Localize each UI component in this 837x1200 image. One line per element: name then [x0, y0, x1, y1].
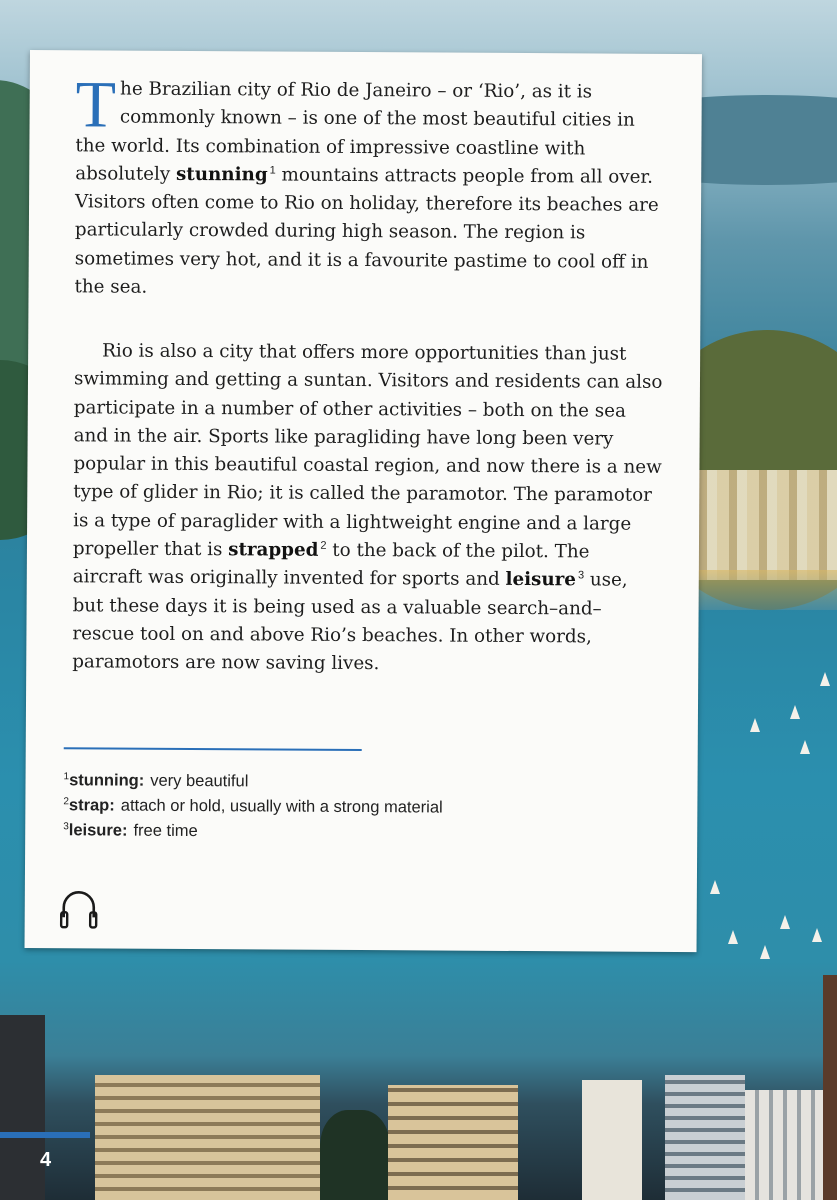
text-run: use, but these days it is being used as a valuable search–and–rescue tool on and above Rio’s beaches. In other words, paramotors are now saving lives. [72, 569, 628, 675]
glossary-item [63, 793, 442, 820]
glossary-term: stunning: [69, 771, 145, 790]
building [823, 975, 837, 1200]
footnote-ref: 3 [577, 569, 585, 582]
sailboat [780, 915, 790, 929]
drop-cap: T [75, 68, 117, 142]
article-paragraph-1 [74, 68, 665, 305]
footnote-divider [64, 747, 362, 751]
page-number: 4 [40, 1149, 52, 1171]
glossary-item [63, 818, 442, 845]
glossary-number: 3 [63, 821, 69, 833]
glossary-word: strapped [228, 539, 319, 561]
footnote-ref: 2 [320, 539, 327, 552]
sea-reflection [697, 570, 837, 610]
glossary [63, 768, 443, 845]
headphones-icon[interactable] [59, 885, 99, 931]
building [582, 1080, 642, 1200]
building [95, 1075, 320, 1200]
glossary-term: leisure: [68, 821, 128, 840]
sailboat [760, 945, 770, 959]
text-run: he Brazilian city of Rio de Janeiro – or ‘Rio’, as it is commonly known – is one of the most beautiful cities in the world. Its combination of impressive coastline with absolutely [75, 78, 635, 185]
article-paragraph-2 [72, 337, 664, 680]
text-run: Rio is also a city that offers more opportunities than just swimming and getting a suntan. Visitors and residents can also participate in a number of other activities – both on the sea and in the air. Sports like paragliding have long been very popular in this beautiful coastal region, and now there is a new type of glider in Rio; it is called the paramotor. The paramotor is a type of paraglider with a lightweight engine and a large propeller that is [72, 340, 663, 561]
glossary-word: leisure [505, 569, 576, 591]
building [0, 1015, 45, 1200]
sailboat [800, 740, 810, 754]
sailboat [820, 672, 830, 686]
sailboat [812, 928, 822, 942]
glossary-word: stunning [175, 163, 268, 186]
article-card [25, 50, 702, 952]
sailboat [728, 930, 738, 944]
glossary-term: strap: [68, 796, 115, 815]
sailboat [750, 718, 760, 732]
glossary-number: 1 [63, 771, 70, 783]
sailboat [710, 880, 720, 894]
sailboat [790, 705, 800, 719]
trees [320, 1110, 390, 1200]
coastline-buildings [687, 470, 837, 580]
text-run: mountains attracts people from all over. Visitors often come to Rio on holiday, therefore its beaches are particularly crowded during high season. The region is sometimes very hot, and it is a favourite pastime to cool off in the sea. [74, 164, 659, 298]
glossary-number: 2 [63, 796, 70, 808]
glossary-definition: attach or hold, usually with a strong material [120, 796, 443, 817]
page-number-tab [0, 1132, 90, 1138]
city-skyline [0, 1060, 837, 1200]
glossary-definition: free time [133, 821, 198, 841]
text-run: to the back of the pilot. The aircraft was originally invented for sports and [72, 539, 590, 591]
glossary-definition: very beautiful [150, 771, 249, 791]
glossary-item [63, 768, 442, 795]
building [665, 1075, 745, 1200]
footnote-ref: 1 [269, 164, 276, 177]
building [388, 1085, 518, 1200]
